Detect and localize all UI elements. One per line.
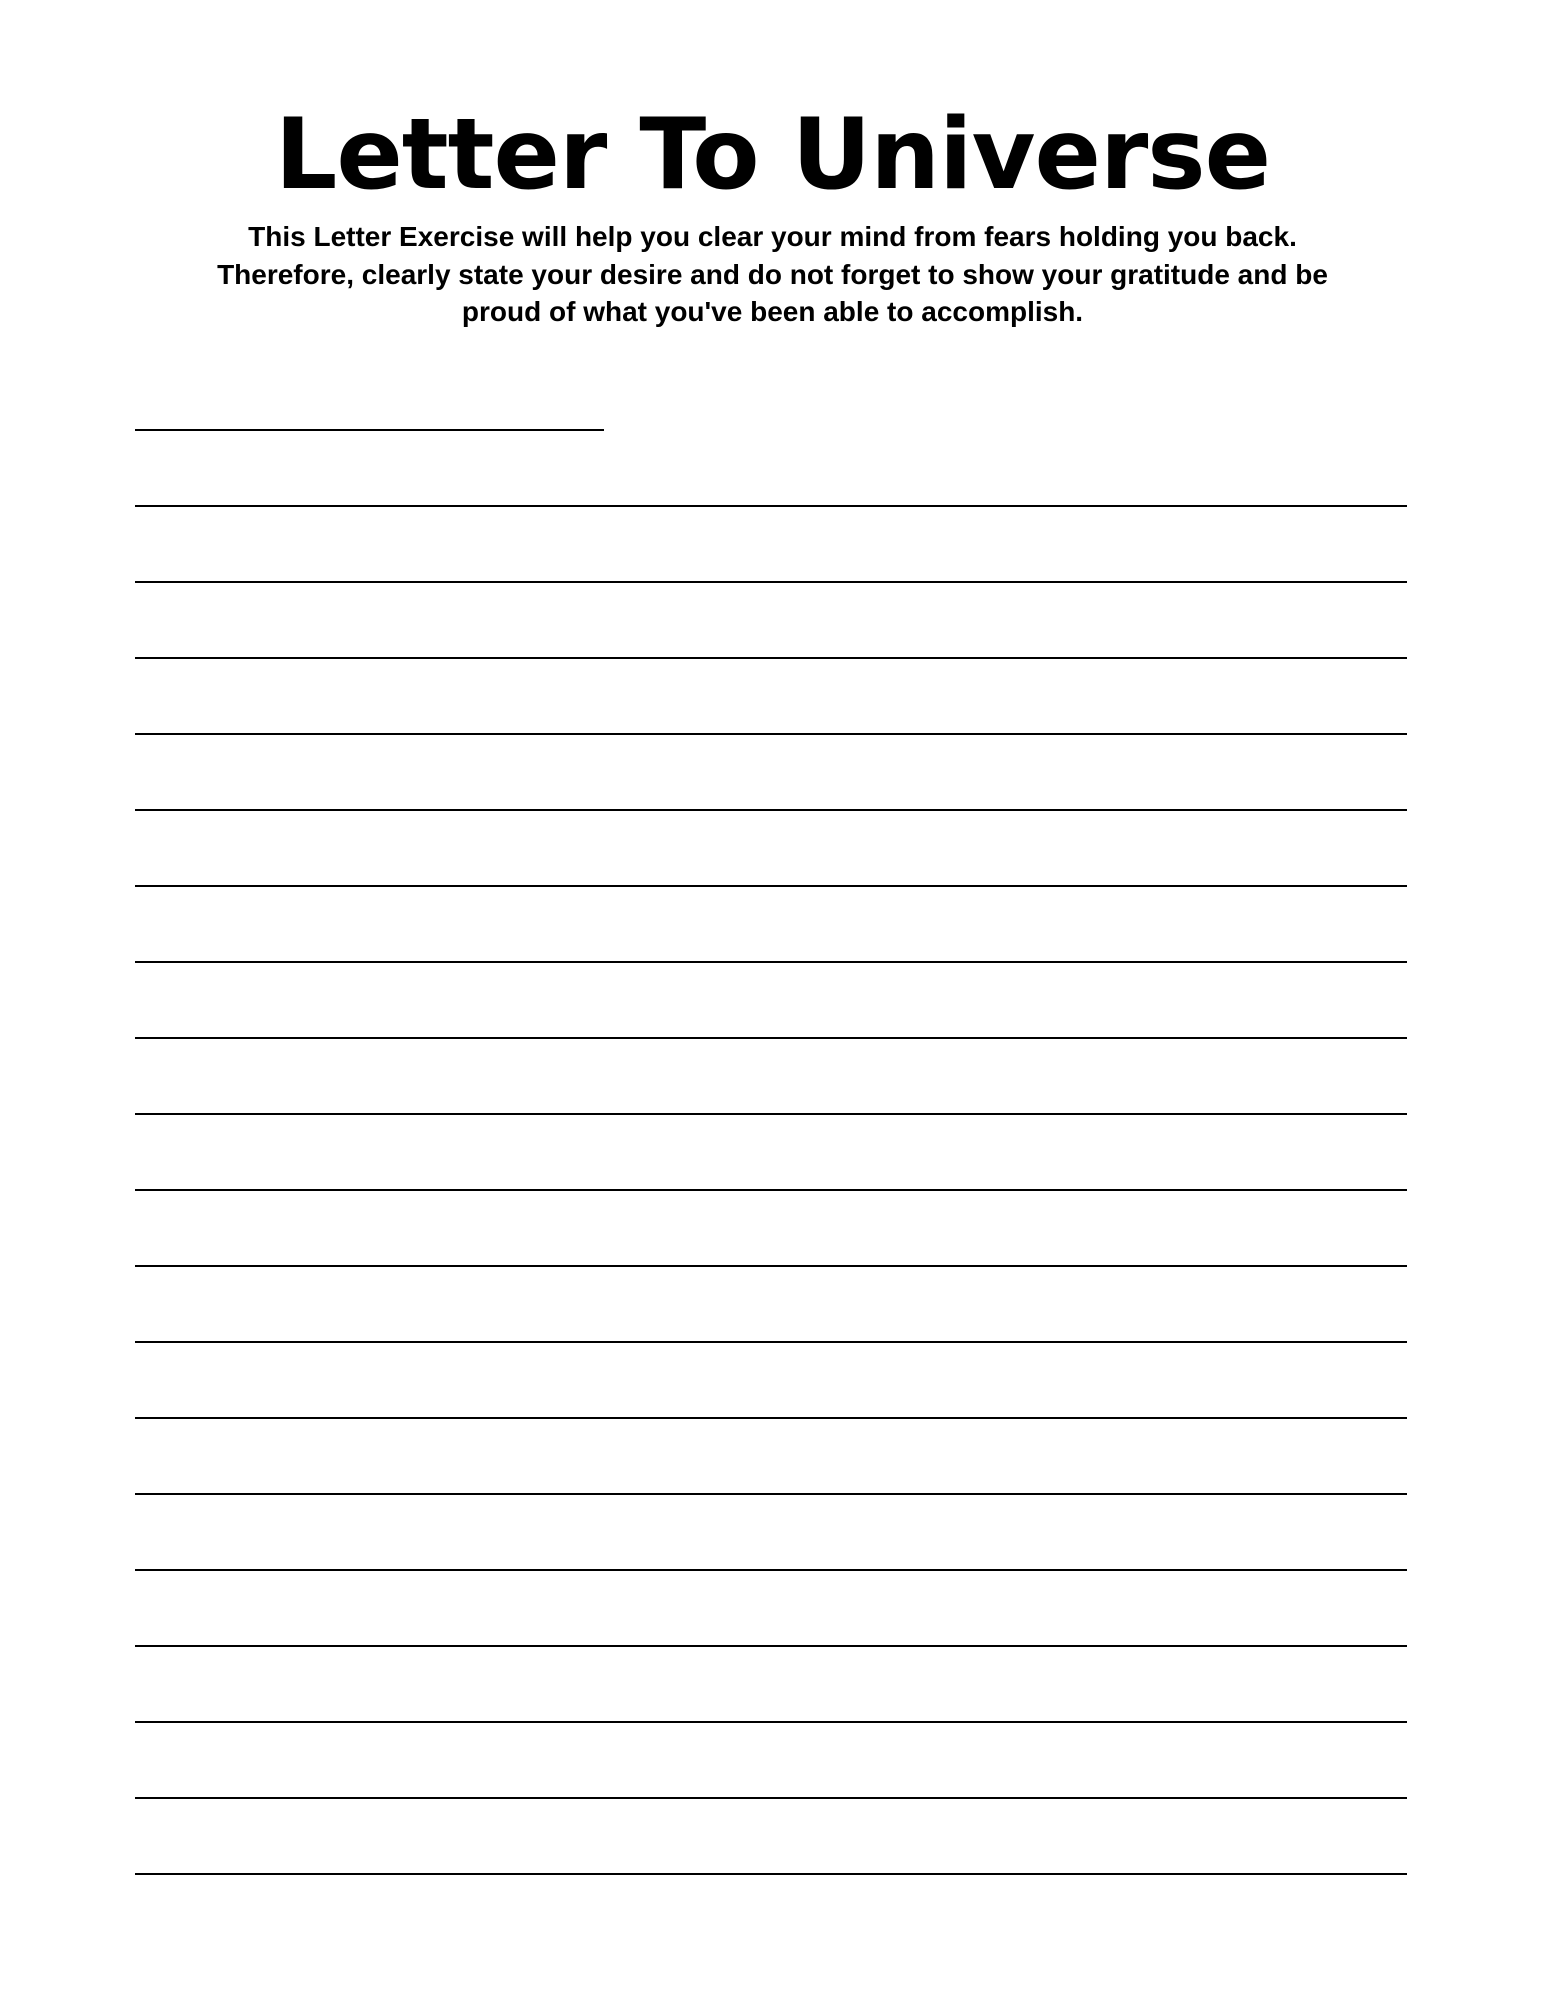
writing-line[interactable] [135, 1037, 1407, 1039]
page-title: Letter To Universe [274, 98, 1271, 212]
writing-line[interactable] [135, 1265, 1407, 1267]
writing-line[interactable] [135, 1873, 1407, 1875]
writing-line[interactable] [135, 1797, 1407, 1799]
intro-line: proud of what you've been able to accomplish. [461, 296, 1084, 327]
intro-paragraph [150, 218, 1395, 331]
writing-line[interactable] [135, 1341, 1407, 1343]
writing-line[interactable] [135, 809, 1407, 811]
writing-line[interactable] [135, 1645, 1407, 1647]
writing-line[interactable] [135, 1721, 1407, 1723]
writing-line[interactable] [135, 1189, 1407, 1191]
intro-line: Therefore, clearly state your desire and do not forget to show your gratitude and be [217, 258, 1328, 290]
writing-line[interactable] [135, 733, 1407, 735]
writing-line[interactable] [135, 961, 1407, 963]
writing-line[interactable] [135, 885, 1407, 887]
writing-line[interactable] [135, 1113, 1407, 1115]
intro-line: This Letter Exercise will help you clear your mind from fears holding you back. [248, 221, 1297, 252]
writing-line[interactable] [135, 581, 1407, 583]
writing-line[interactable] [135, 1493, 1407, 1495]
writing-line[interactable] [135, 1417, 1407, 1419]
salutation-writing-line[interactable] [135, 429, 604, 431]
writing-line[interactable] [135, 505, 1407, 507]
writing-line[interactable] [135, 657, 1407, 659]
writing-line[interactable] [135, 1569, 1407, 1571]
